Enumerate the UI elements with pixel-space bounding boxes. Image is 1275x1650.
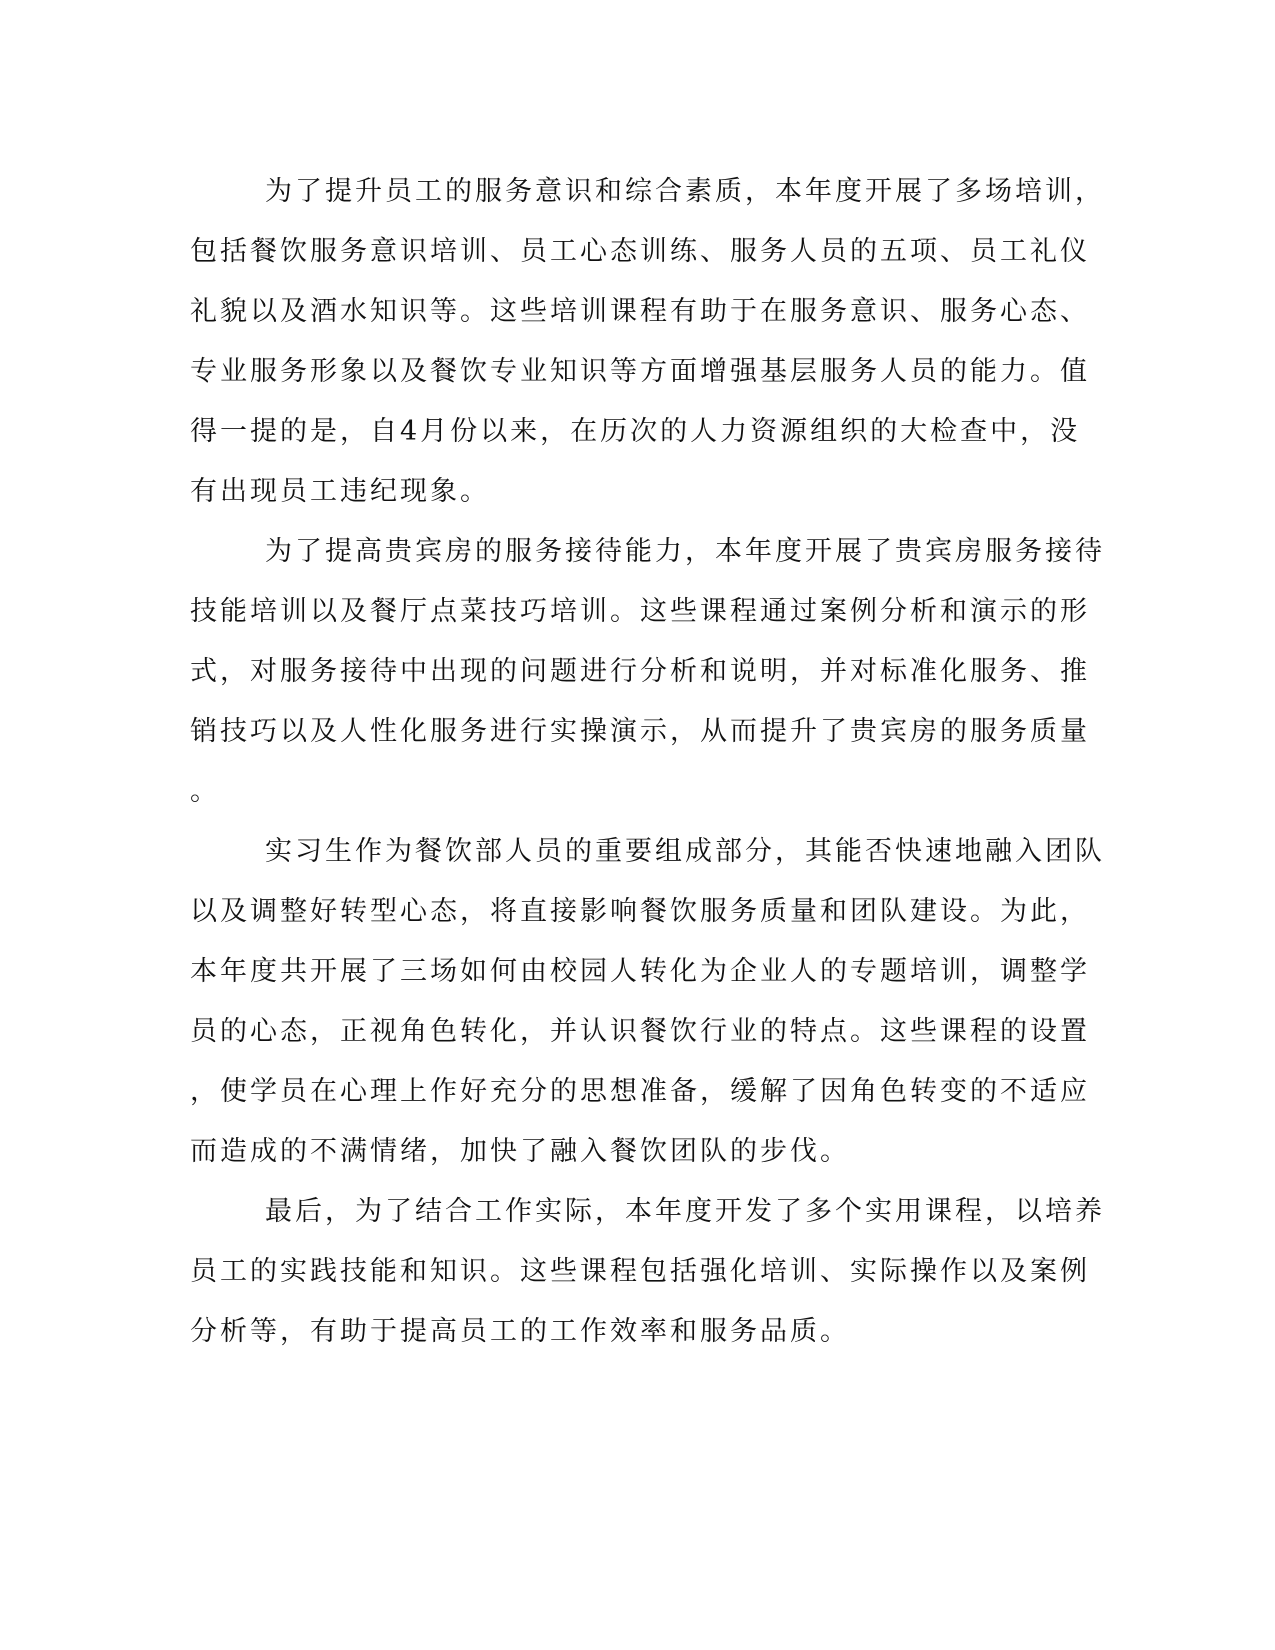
text-line: 员的心态，正视角色转化，并认识餐饮行业的特点。这些课程的设置	[190, 1016, 1090, 1047]
text-line: 分析等，有助于提高员工的工作效率和服务品质。	[190, 1316, 850, 1347]
text-line: 为了提高贵宾房的服务接待能力，本年度开展了贵宾房服务接待	[265, 536, 1105, 567]
text-line: ，使学员在心理上作好充分的思想准备，缓解了因角色转变的不适应	[190, 1076, 1090, 1107]
text-line: 为了提升员工的服务意识和综合素质，本年度开展了多场培训，	[265, 176, 1105, 207]
text-line: 式，对服务接待中出现的问题进行分析和说明，并对标准化服务、推	[190, 656, 1090, 687]
text-line: 有出现员工违纪现象。	[190, 476, 490, 507]
text-line: 而造成的不满情绪，加快了融入餐饮团队的步伐。	[190, 1136, 850, 1167]
text-line: 得一提的是，自4月份以来，在历次的人力资源组织的大检查中，没	[190, 416, 1081, 447]
text-line: 技能培训以及餐厅点菜技巧培训。这些课程通过案例分析和演示的形	[190, 596, 1090, 627]
document-body	[190, 162, 1105, 1362]
text-line: 销技巧以及人性化服务进行实操演示，从而提升了贵宾房的服务质量	[190, 716, 1090, 747]
paragraph-staff-training	[190, 162, 1105, 522]
text-line: 包括餐饮服务意识培训、员工心态训练、服务人员的五项、员工礼仪	[190, 236, 1090, 267]
text-line: 本年度共开展了三场如何由校园人转化为企业人的专题培训，调整学	[190, 956, 1090, 987]
text-line: 员工的实践技能和知识。这些课程包括强化培训、实际操作以及案例	[190, 1256, 1090, 1287]
text-line: 最后，为了结合工作实际，本年度开发了多个实用课程，以培养	[265, 1196, 1105, 1227]
text-line: 。	[190, 776, 220, 807]
paragraph-intern-training	[190, 822, 1105, 1182]
paragraph-vip-room-training	[190, 522, 1105, 822]
paragraph-practical-courses	[190, 1182, 1105, 1362]
text-line: 以及调整好转型心态，将直接影响餐饮服务质量和团队建设。为此，	[190, 896, 1090, 927]
text-line: 实习生作为餐饮部人员的重要组成部分，其能否快速地融入团队	[265, 836, 1105, 867]
text-line: 专业服务形象以及餐饮专业知识等方面增强基层服务人员的能力。值	[190, 356, 1090, 387]
text-line: 礼貌以及酒水知识等。这些培训课程有助于在服务意识、服务心态、	[190, 296, 1090, 327]
